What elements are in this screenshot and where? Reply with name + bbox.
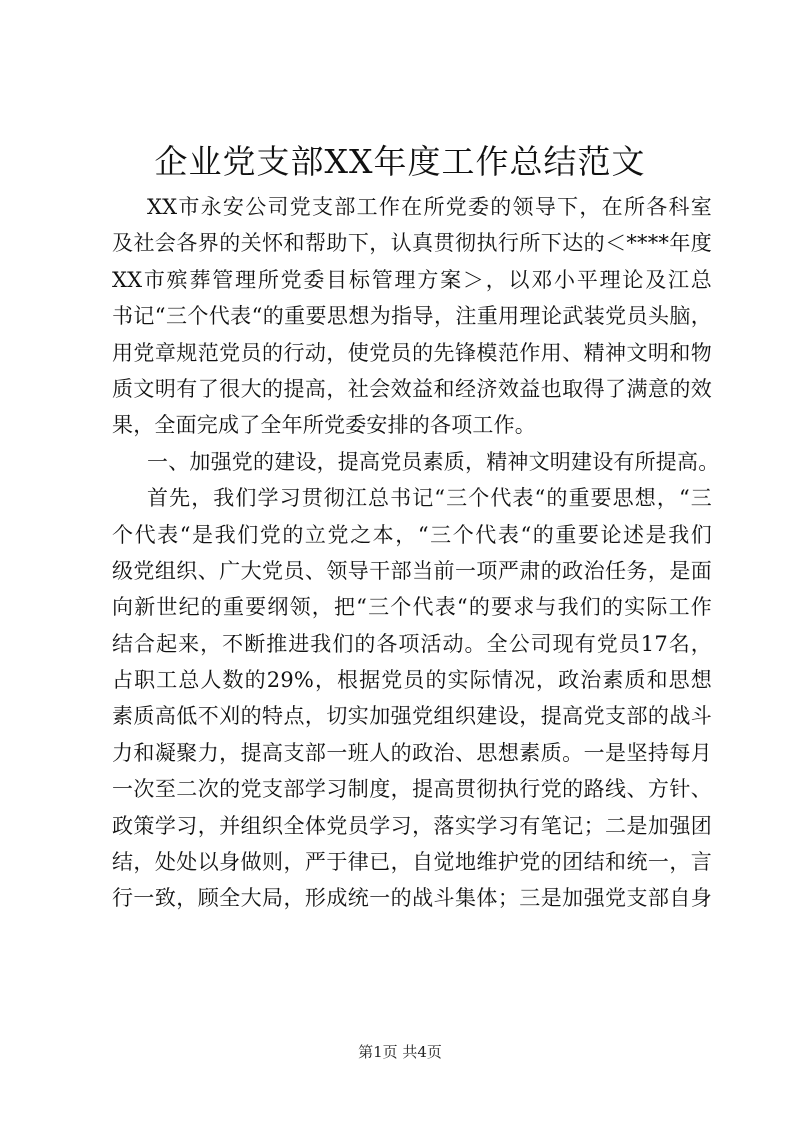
body-text-line: 及社会各界的关怀和帮助下，认真贯彻执行所下达的＜****年度 xyxy=(112,231,712,256)
body-text-line: 结，处处以身做则，严于律已，自觉地维护党的团结和统一，言 xyxy=(112,850,712,875)
body-text-line: 政策学习，并组织全体党员学习，落实学习有笔记；二是加强团 xyxy=(112,813,712,838)
body-text-line: 占职工总人数的29%，根据党员的实际情况，政治素质和思想 xyxy=(112,668,712,693)
body-text-line: 果，全面完成了全年所党委安排的各项工作。 xyxy=(112,413,536,438)
page-footer: 第1页 共4页 xyxy=(358,1043,442,1061)
body-text-line: 书记“三个代表“的重要思想为指导，注重用理论武装党员头脑， xyxy=(112,304,712,329)
body-text-line: 力和凝聚力，提高支部一班人的政治、思想素质。一是坚持每月 xyxy=(112,740,712,765)
body-text-line: 结合起来，不断推进我们的各项活动。全公司现有党员17名， xyxy=(112,631,712,656)
body-text-line: 质文明有了很大的提高，社会效益和经济效益也取得了满意的效 xyxy=(112,376,712,401)
body-text-line: 首先，我们学习贯彻江总书记“三个代表“的重要思想，“三 xyxy=(147,486,712,511)
body-text-line: XX市永安公司党支部工作在所党委的领导下，在所各科室 xyxy=(147,195,712,219)
body-text-line: 行一致，顾全大局，形成统一的战斗集体；三是加强党支部自身 xyxy=(112,886,712,911)
body-text-line: 一、加强党的建设，提高党员素质，精神文明建设有所提高。 xyxy=(147,449,720,474)
body-text-line: 一次至二次的党支部学习制度，提高贯彻执行党的路线、方针、 xyxy=(112,777,712,802)
document-body xyxy=(112,189,720,917)
body-text-line: XX市殡葬管理所党委目标管理方案＞，以邓小平理论及江总 xyxy=(112,267,712,292)
body-text-line: 用党章规范党员的行动，使党员的先锋模范作用、精神文明和物 xyxy=(112,340,712,365)
body-text-line: 级党组织、广大党员、领导干部当前一项严肃的政治任务，是面 xyxy=(112,558,712,583)
body-text-line: 向新世纪的重要纲领，把“三个代表“的要求与我们的实际工作 xyxy=(112,595,712,620)
body-text-line: 个代表“是我们党的立党之本，“三个代表“的重要论述是我们 xyxy=(112,522,712,547)
body-text-line: 素质高低不刈的特点，切实加强党组织建设，提高党支部的战斗 xyxy=(112,704,712,729)
document-title: 企业党支部XX年度工作总结范文 xyxy=(154,142,646,181)
